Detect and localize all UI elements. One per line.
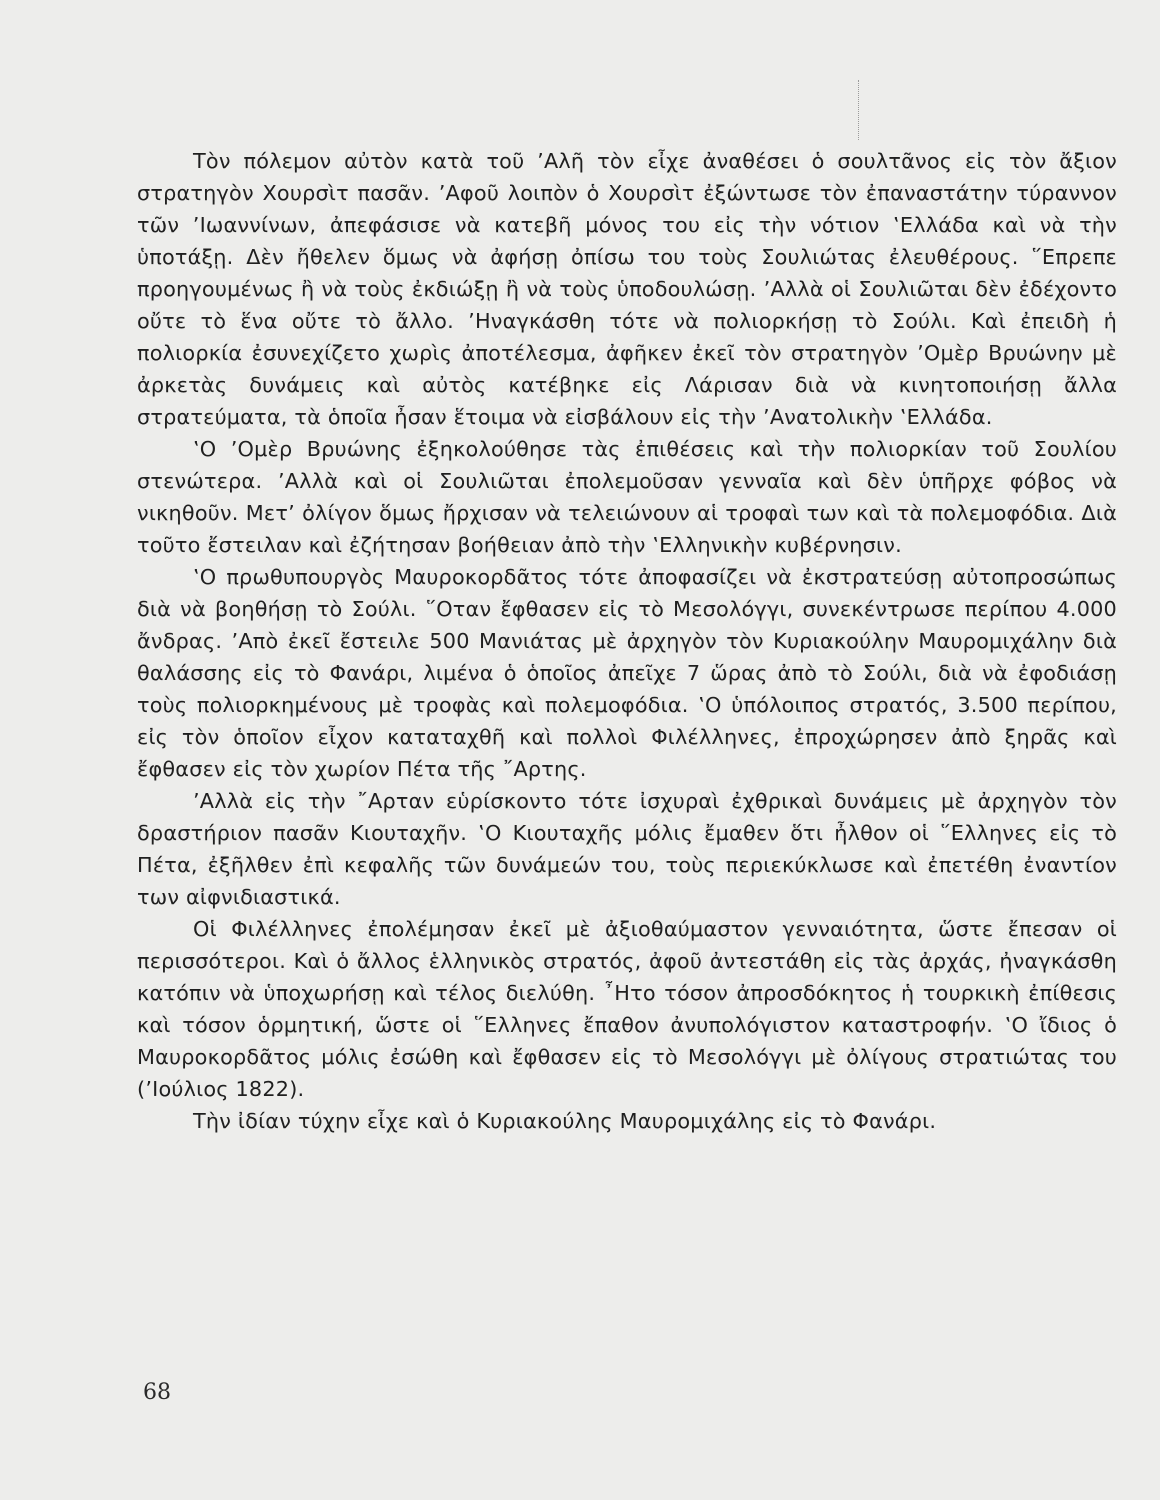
margin-dotted-mark <box>858 80 860 140</box>
page-number: 68 <box>143 1380 171 1405</box>
paragraph-2: ‛Ο ’Ομὲρ Βρυώνης ἐξηκολούθησε τὰς ἐπιθέσεις καὶ τὴν πολιορκίαν τοῦ Σουλίου στενώτερα. ’Αλλὰ καὶ οἱ Σουλιῶται ἐπολεμοῦσαν γενναῖα καὶ δὲν ὑπῆρχε φόβος νὰ νικηθοῦν. Μετ’ ὀλίγον ὅμως ἤρχισαν νὰ τελειώνουν αἱ τροφαὶ των καὶ τὰ πολεμοφόδια. Διὰ τοῦτο ἔστειλαν καὶ ἐζήτησαν βοήθειαν ἀπὸ τὴν ‛Ελληνικὴν κυβέρνησιν. <box>137 437 1117 557</box>
paragraph-5: Οἱ Φιλέλληνες ἐπολέμησαν ἐκεῖ μὲ ἀξιοθαύμαστον γενναιότητα, ὥστε ἔπεσαν οἱ περισσότεροι. Καὶ ὁ ἄλλος ἑλληνικὸς στρατός, ἀφοῦ ἀντεστάθη εἰς τὰς ἀρχάς, ἠναγκάσθη κατόπιν νὰ ὑποχωρήσῃ καὶ τέλος διελύθη. ῏Ητο τόσον ἀπροσδόκητος ἡ τουρκικὴ ἐπίθεσις καὶ τόσον ὁρμητική, ὥστε οἱ ῞Ελληνες ἔπαθον ἀνυπολόγιστον καταστροφήν. ‛Ο ἴδιος ὁ Μαυροκορδᾶτος μόλις ἐσώθη καὶ ἔφθασεν εἰς τὸ Μεσολόγγι μὲ ὀλίγους στρατιώτας του (’Ιούλιος 1822). <box>137 917 1117 1101</box>
paragraph-6: Τὴν ἰδίαν τύχην εἶχε καὶ ὁ Κυριακούλης Μαυρομιχάλης εἰς τὸ Φανάρι. <box>193 1109 937 1133</box>
paragraph-3: ‛Ο πρωθυπουργὸς Μαυροκορδᾶτος τότε ἀποφασίζει νὰ ἐκστρατεύσῃ αὐτοπροσώπως διὰ νὰ βοηθήσῃ τὸ Σούλι. ῞Οταν ἔφθασεν εἰς τὸ Μεσολόγγι, συνεκέντρωσε περίπου 4.000 ἄνδρας. ’Απὸ ἐκεῖ ἔστειλε 500 Μανιάτας μὲ ἀρχηγὸν τὸν Κυριακούλην Μαυρομιχάλην διὰ θαλάσσης εἰς τὸ Φανάρι, λιμένα ὁ ὁποῖος ἀπεῖχε 7 ὥρας ἀπὸ τὸ Σούλι, διὰ νὰ ἐφοδιάσῃ τοὺς πολιορκημένους μὲ τροφὰς καὶ πολεμοφόδια. ‛Ο ὑπόλοιπος στρατός, 3.500 περίπου, εἰς τὸν ὁποῖον εἶχον καταταχθῆ καὶ πολλοὶ Φιλέλληνες, ἐπροχώρησεν ἀπὸ ξηρᾶς καὶ ἔφθασεν εἰς τὸν χωρίον Πέτα τῆς ῎Αρτης. <box>137 565 1117 781</box>
paragraph-4: ’Αλλὰ εἰς τὴν ῎Αρταν εὑρίσκοντο τότε ἰσχυραὶ ἐχθρικαὶ δυνάμεις μὲ ἀρχηγὸν τὸν δραστήριον πασᾶν Κιουταχῆν. ‛Ο Κιουταχῆς μόλις ἔμαθεν ὅτι ἦλθον οἱ ῞Ελληνες εἰς τὸ Πέτα, ἐξῆλθεν ἐπὶ κεφαλῆς τῶν δυνάμεών του, τοὺς περιεκύκλωσε καὶ ἐπετέθη ἐναντίον των αἰφνιδιαστικά. <box>137 789 1117 909</box>
paragraph-1: Τὸν πόλεμον αὐτὸν κατὰ τοῦ ’Αλῆ τὸν εἶχε ἀναθέσει ὁ σουλτᾶνος εἰς τὸν ἄξιον στρατηγὸν Χουρσὶτ πασᾶν. ’Αφοῦ λοιπὸν ὁ Χουρσὶτ ἐξώντωσε τὸν ἐπαναστάτην τύραννον τῶν ’Ιωαννίνων, ἀπεφάσισε νὰ κατεβῆ μόνος του εἰς τὴν νότιον ‛Ελλάδα καὶ νὰ τὴν ὑποτάξῃ. Δὲν ἤθελεν ὅμως νὰ ἀφήσῃ ὀπίσω του τοὺς Σουλιώτας ἐλευθέρους. ῞Επρεπε προηγουμένως ἢ νὰ τοὺς ἐκδιώξῃ ἢ νὰ τοὺς ὑποδουλώσῃ. ’Αλλὰ οἱ Σουλιῶται δὲν ἐδέχοντο οὔτε τὸ ἕνα οὔτε τὸ ἄλλο. ’Ηναγκάσθη τότε νὰ πολιορκήσῃ τὸ Σούλι. Καὶ ἐπειδὴ ἡ πολιορκία ἐσυνεχίζετο χωρὶς ἀποτέλεσμα, ἀφῆκεν ἐκεῖ τὸν στρατηγὸν ’Ομὲρ Βρυώνην μὲ ἀρκετὰς δυνάμεις καὶ αὐτὸς κατέβηκε εἰς Λάρισαν διὰ νὰ κινητοποιήσῃ ἄλλα στρατεύματα, τὰ ὁποῖα ἦσαν ἕτοιμα νὰ εἰσβάλουν εἰς τὴν ’Ανατολικὴν ‛Ελλάδα. <box>137 149 1117 429</box>
body-text <box>137 145 1117 1137</box>
